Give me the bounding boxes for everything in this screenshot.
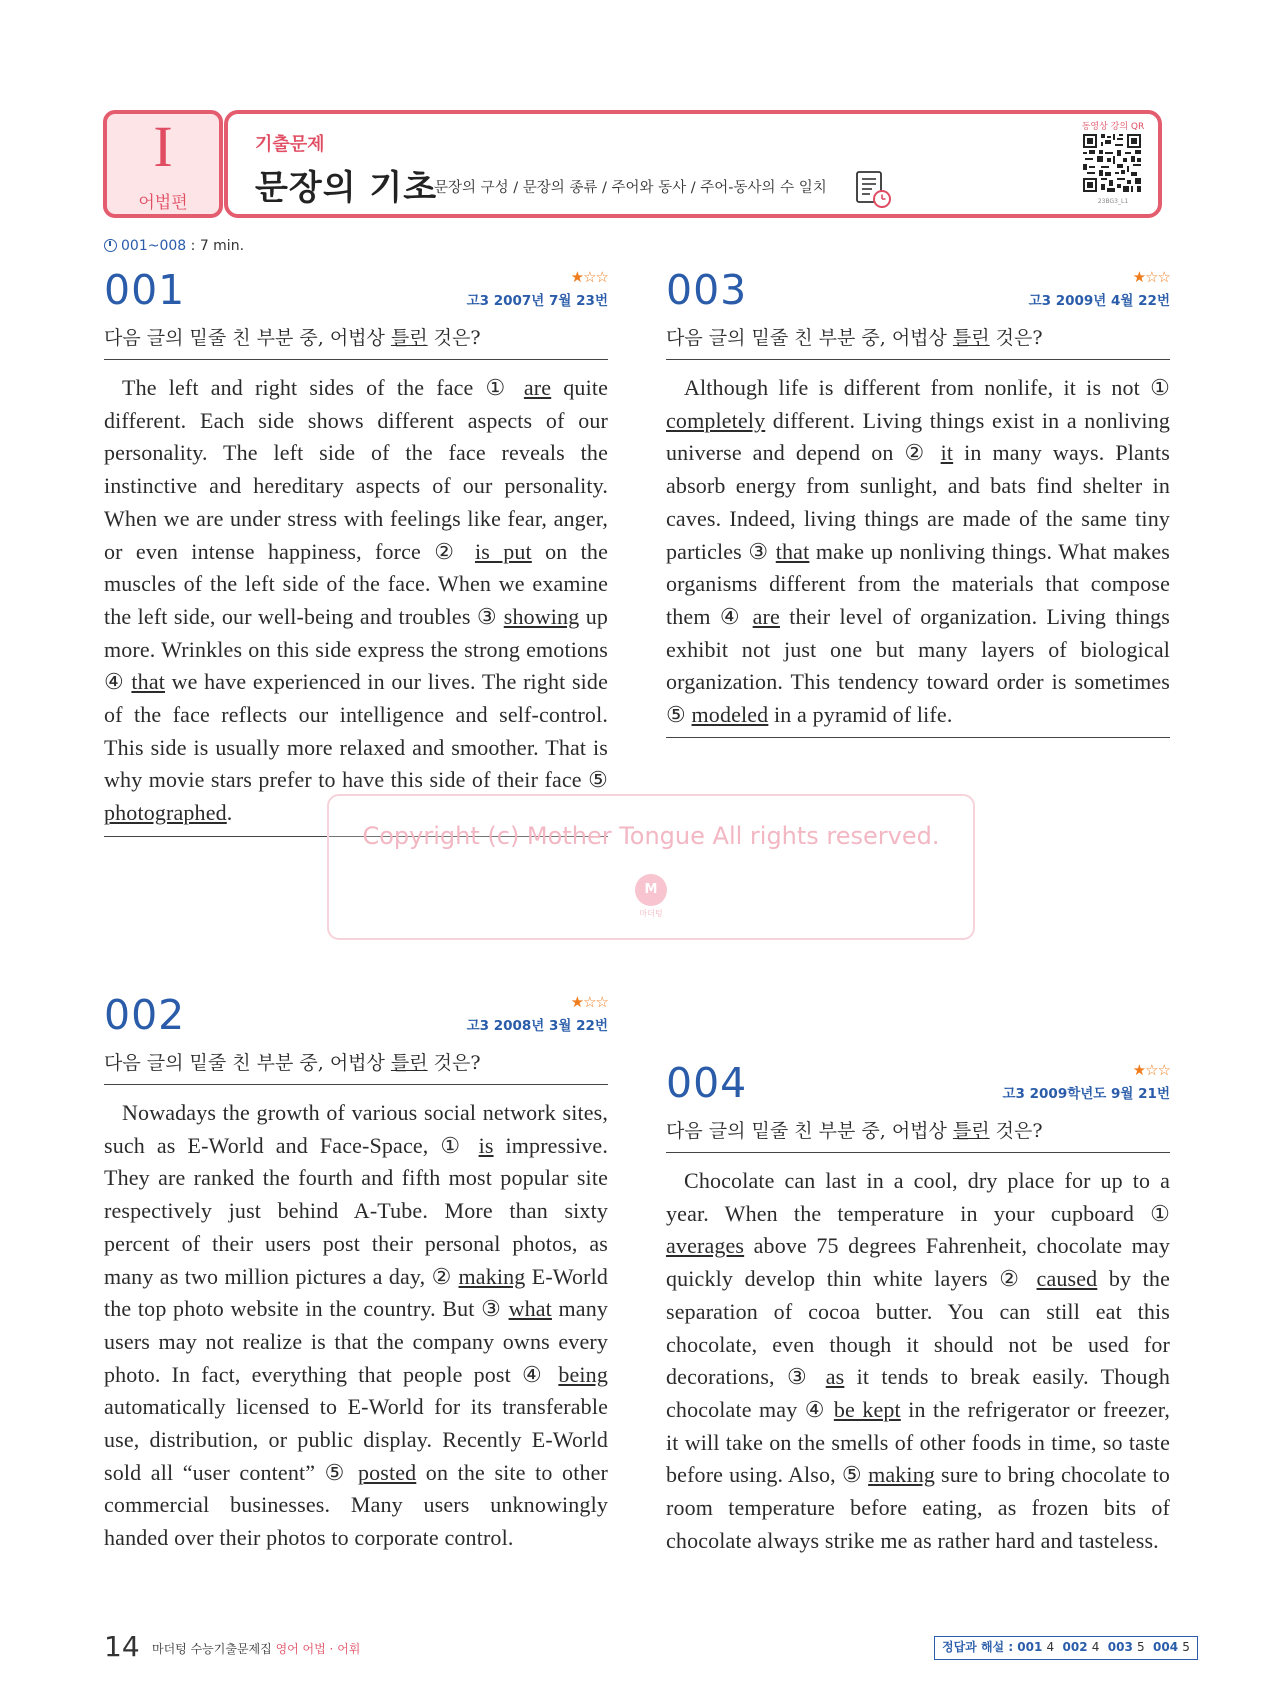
choice-marker: ④	[719, 603, 744, 629]
question-number: 002	[104, 991, 186, 1039]
difficulty-stars: ★☆☆	[1132, 1061, 1170, 1079]
question-passage: Although life is different from nonlife, it is not ① completely different. Living things exist in a nonliving universe and depend on ② it in many ways. Plants absorb energy from sunlight, and bats find shelter in caves. Indeed, living things are made of the same tiny particles ③ that make up nonliving things. What makes organisms different from the materials that compose them ④ are their level of organization. Living things exhibit not just one but many layers of biological organization. This tendency toward order is sometimes ⑤ modeled in a pyramid of life.	[666, 375, 1171, 728]
question-source: 고3 2009년 4월 22번	[1028, 293, 1170, 309]
chapter-unit-label: 어법편	[138, 193, 188, 213]
underlined-choice: making	[458, 1263, 526, 1289]
underlined-choice: showing	[503, 603, 580, 629]
choice-marker: ①	[485, 375, 512, 400]
copyright-watermark	[327, 794, 975, 940]
choice-marker: ③	[786, 1364, 814, 1390]
underlined-choice: that	[131, 669, 165, 695]
underlined-choice: is put	[474, 538, 532, 564]
underlined-choice: completely	[666, 407, 766, 433]
underlined-choice: posted	[357, 1459, 417, 1485]
underlined-choice: caused	[1036, 1266, 1098, 1292]
choice-marker: ④	[521, 1361, 548, 1387]
question-source: 고3 2008년 3월 22번	[466, 1018, 608, 1034]
question-prompt: 다음 글의 밑줄 친 부분 중, 어법상 틀린 것은?	[104, 323, 608, 360]
choice-marker: ②	[434, 538, 462, 564]
time-limit: 7 min.	[199, 238, 245, 254]
chapter-subtitle: 문장의 구성 / 문장의 종류 / 주어와 동사 / 주어-동사의 수 일치	[434, 180, 827, 196]
difficulty-stars: ★☆☆	[570, 268, 608, 286]
question-prompt: 다음 글의 밑줄 친 부분 중, 어법상 틀린 것은?	[666, 1116, 1170, 1153]
document-clock-icon	[854, 170, 894, 210]
choice-marker: ②	[431, 1263, 453, 1289]
chapter-roman-numeral: I	[153, 114, 173, 179]
underlined-choice: it	[940, 440, 954, 466]
question-passage: Chocolate can last in a cool, dry place for up to a year. When the temperature in your cupboard ① averages above 75 degrees Fahrenheit, chocolate may quickly develop thin white layers ② caused by the separation of cocoa butter. You can still eat this chocolate, even though it should not be used for decorations, ③ as it tends to break easily. Though chocolate may ④ be kept in the refrigerator or freezer, it will take on the smells of other foods in time, so taste before using. Also, ⑤ making sure to bring chocolate to room temperature before eating, as frozen bits of chocolate always strike me as rather hard and tasteless.	[666, 1168, 1171, 1553]
qr-code-icon[interactable]	[1083, 134, 1141, 192]
difficulty-stars: ★☆☆	[1132, 268, 1170, 286]
choice-marker: ②	[904, 440, 930, 466]
choice-marker: ⑤	[666, 702, 686, 728]
choice-marker: ③	[476, 603, 498, 629]
question-number: 001	[104, 266, 186, 314]
question-passage: Nowadays the growth of various social network sites, such as E-World and Face-Space, ① is impressive. They are ranked the fourth and fifth most popular site respectively just behind A-Tube. More than sixty percent of their users post their personal photos, as many as two million pictures a day, ② making E-World the top photo website in the country. But ③ what many users may not realize is that the company owns every photo. In fact, everything that people post ④ being automatically licensed to E-World for its transferable use, distribution, or public display. Recently E-World sold all “user content” ⑤ posted on the site to other commercial businesses. Many users unknowingly handed over their photos to corporate control.	[104, 1100, 609, 1551]
choice-marker: ③	[748, 538, 770, 564]
question-prompt: 다음 글의 밑줄 친 부분 중, 어법상 틀린 것은?	[666, 323, 1170, 360]
watermark-logo-icon: M	[635, 874, 667, 906]
choice-marker: ①	[440, 1132, 467, 1158]
underlined-choice: what	[508, 1296, 552, 1322]
choice-marker: ①	[1150, 375, 1170, 400]
watermark-brand: 마더텅	[639, 909, 663, 918]
clock-icon	[104, 239, 117, 252]
page-number: 14	[104, 1630, 140, 1663]
chapter-title: 문장의 기초	[255, 168, 438, 208]
answer-item: 002 4	[1062, 1640, 1100, 1654]
choice-marker: ③	[481, 1296, 502, 1322]
question-number: 003	[666, 266, 748, 314]
underlined-choice: are	[523, 375, 552, 400]
choice-marker: ⑤	[841, 1462, 863, 1488]
time-guide: 001~008 : 7 min.	[104, 238, 244, 254]
underlined-choice: be kept	[833, 1396, 901, 1422]
time-range: 001~008	[121, 238, 187, 254]
answer-item: 003 5	[1107, 1640, 1145, 1654]
choice-marker: ⑤	[324, 1459, 349, 1485]
qr-label: 동영상 강의 QR	[1081, 122, 1145, 132]
choice-marker: ②	[999, 1266, 1025, 1292]
passage-divider	[666, 737, 1170, 738]
underlined-choice: being	[558, 1361, 608, 1387]
watermark-text: Copyright (c) Mother Tongue All rights reserved.	[362, 822, 940, 850]
answer-item: 001 4	[1017, 1640, 1055, 1654]
choice-marker: ④	[804, 1396, 827, 1422]
underlined-choice: modeled	[691, 702, 769, 728]
answer-item: 004 5	[1153, 1640, 1190, 1654]
question-source: 고3 2009학년도 9월 21번	[1002, 1086, 1170, 1102]
choice-marker: ①	[1150, 1200, 1170, 1226]
answer-key: 정답과 해설 : 001 4 002 4 003 5 004 5	[934, 1636, 1198, 1660]
difficulty-stars: ★☆☆	[570, 993, 608, 1011]
choice-marker: ⑤	[588, 767, 608, 793]
question-number: 004	[666, 1059, 748, 1107]
underlined-choice: photographed	[104, 800, 227, 826]
underlined-choice: is	[478, 1132, 494, 1158]
chapter-tab	[103, 110, 223, 218]
underlined-choice: that	[775, 538, 810, 564]
qr-code-label: 23BG3_L1	[1097, 198, 1129, 205]
choice-marker: ④	[104, 669, 125, 695]
chapter-header	[224, 110, 1162, 218]
underlined-choice: averages	[666, 1233, 745, 1259]
chapter-category: 기출문제	[255, 134, 325, 155]
book-title: 마더텅 수능기출문제집 영어 어법 · 어휘	[152, 1642, 361, 1656]
question-prompt: 다음 글의 밑줄 친 부분 중, 어법상 틀린 것은?	[104, 1048, 608, 1085]
underlined-choice: making	[868, 1462, 935, 1488]
underlined-choice: as	[825, 1364, 845, 1390]
question-source: 고3 2007년 7월 23번	[466, 293, 608, 309]
underlined-choice: are	[752, 603, 780, 629]
question-passage: The left and right sides of the face ① are quite different. Each side shows different aspects of our personality. The left side of the face reveals the instinctive and hereditary aspects of our personality. When we are under stress with feelings like fear, anger, or even intense happiness, force ② is put on the muscles of the left side of the face. When we examine the left side, our well-being and troubles ③ showing up more. Wrinkles on this side express the strong emotions ④ that we have experienced in our lives. The right side of the face reflects our intelligence and self-control. This side is usually more relaxed and smoother. That is why movie stars prefer to have this side of their face ⑤ photographed.	[104, 375, 609, 826]
